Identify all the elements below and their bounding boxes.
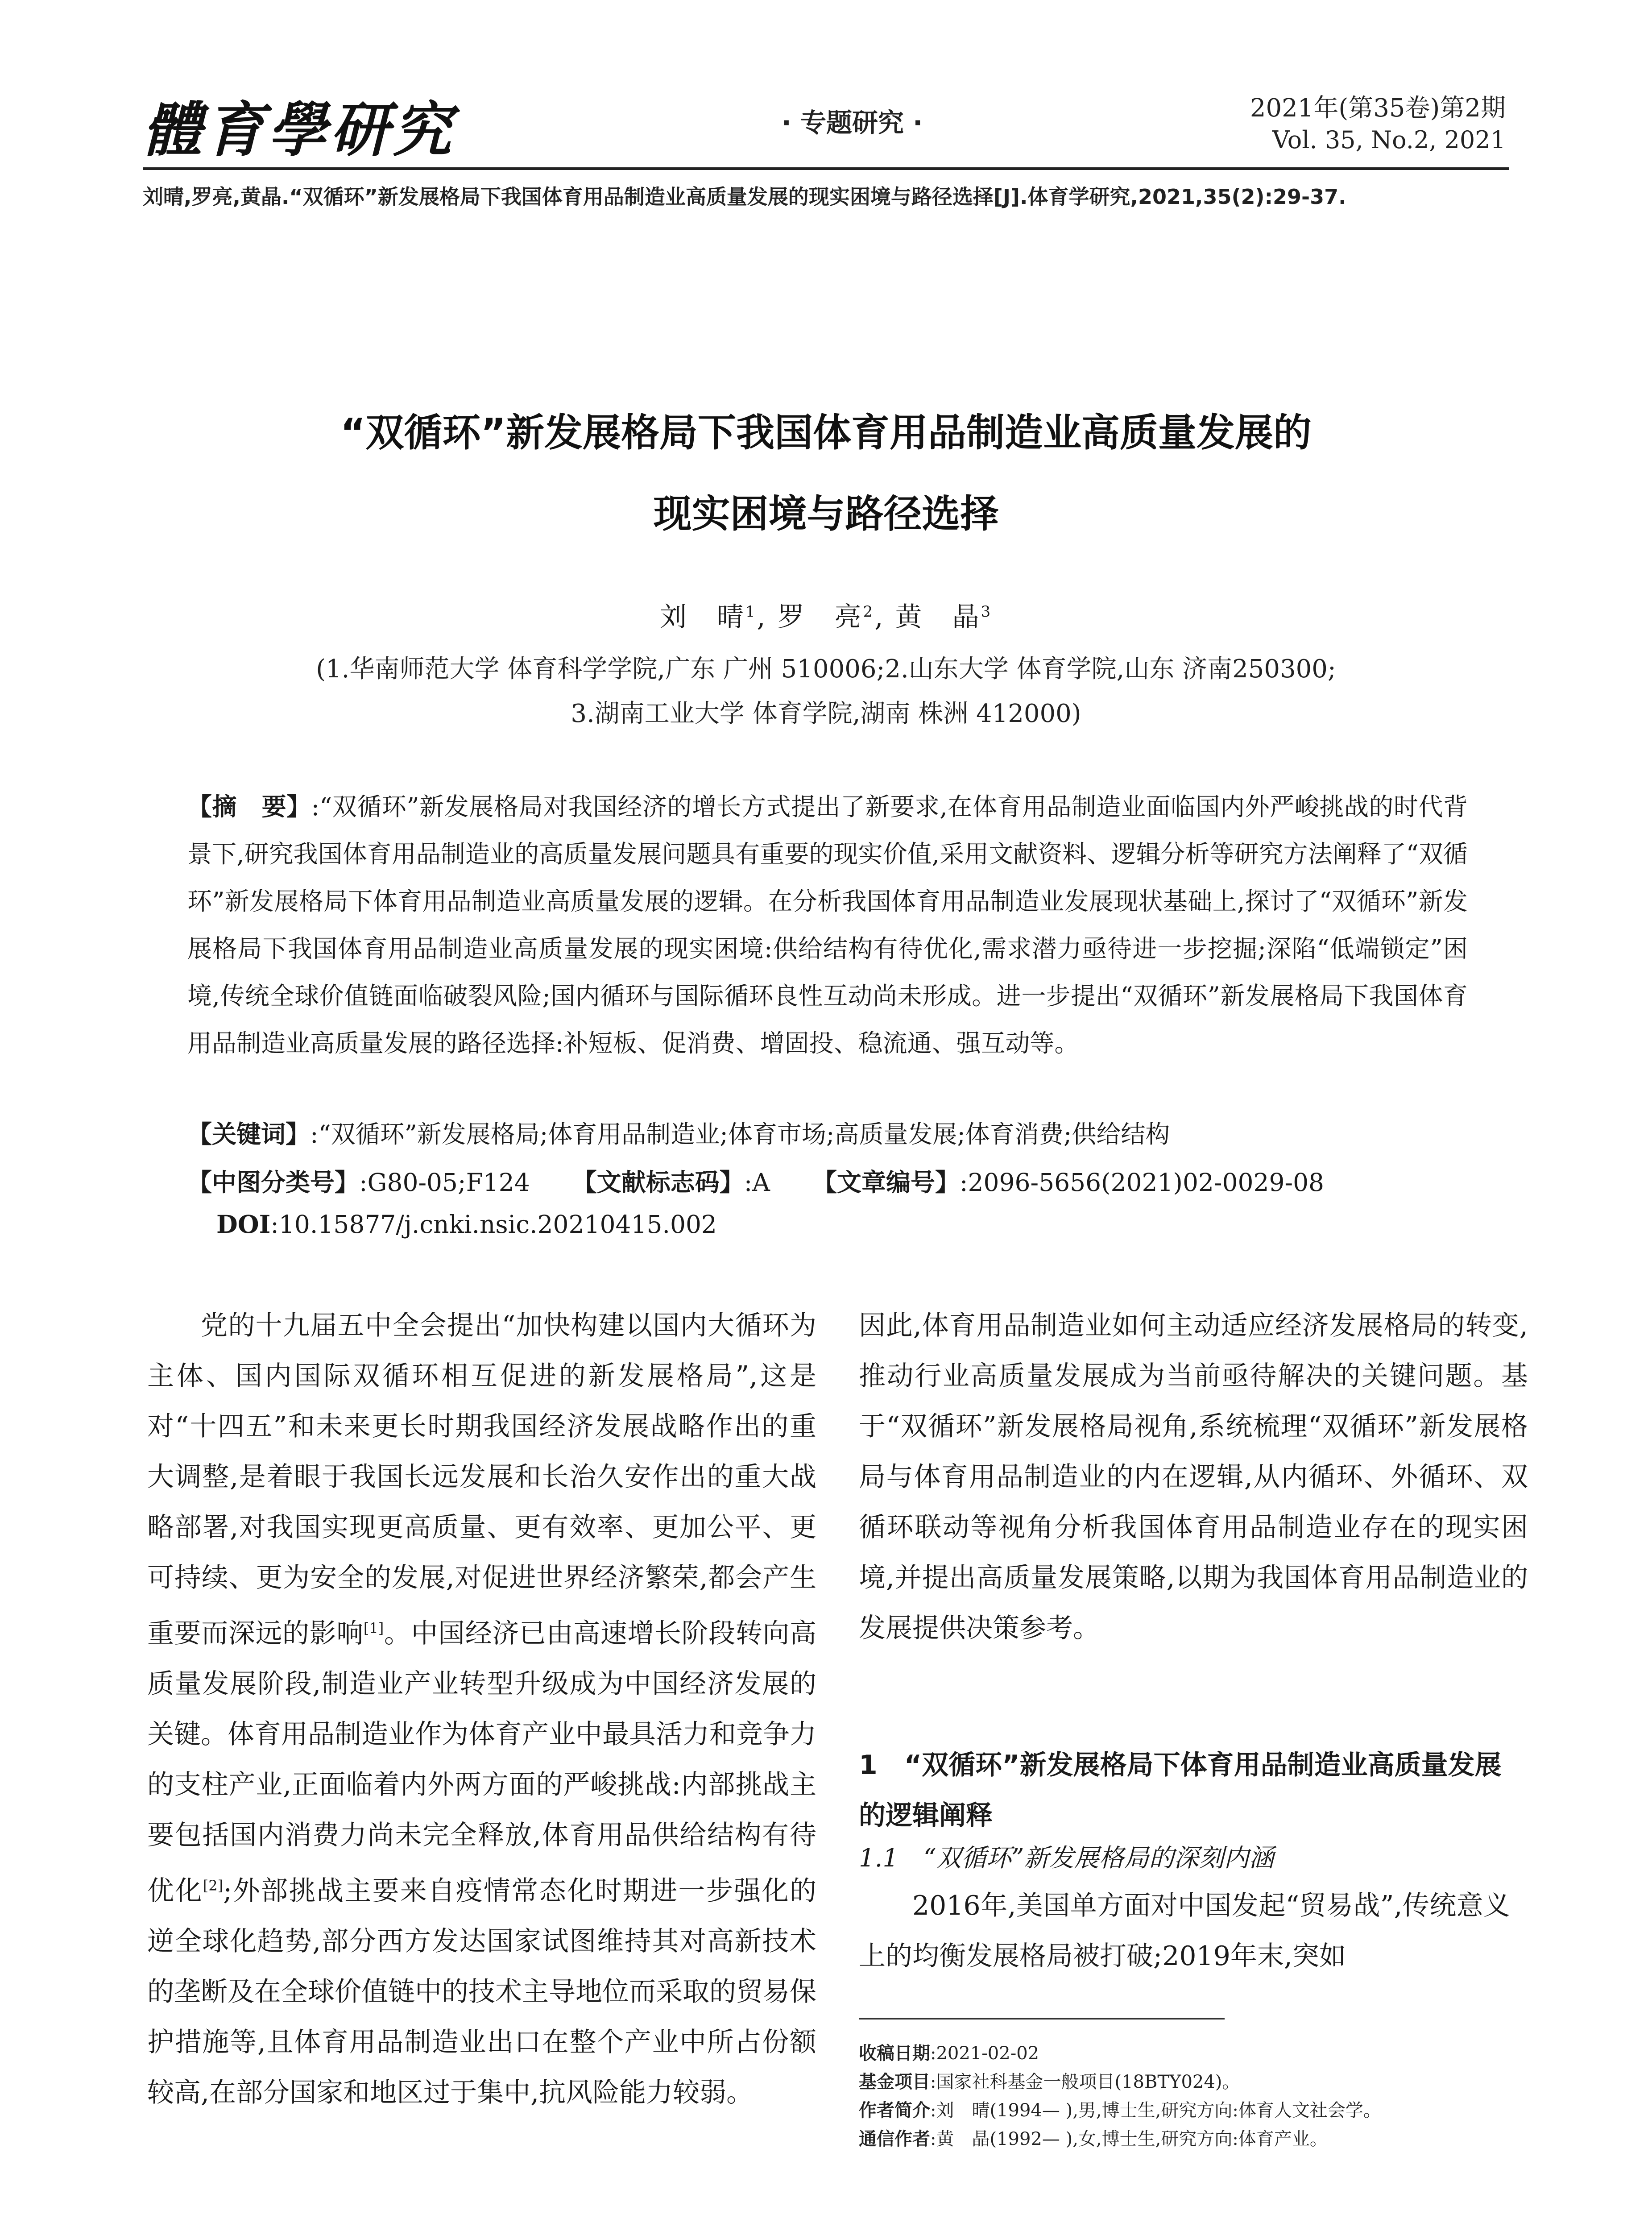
doi-label: DOI: [216, 1210, 271, 1239]
author-affil-mark: 1: [745, 603, 757, 621]
body-text: 党的十九届五中全会提出“加快构建以国内大循环为主体、国内国际双循环相互促进的新发展格局”,这是对“十四五”和未来更长时期我国经济发展战略作出的重大调整,是着眼于我国长远发展和长治久安作出的重大战略部署,对我国实现更高质量、更有效率、更加公平、更可持续、更为安全的发展,对促进世界经济繁荣,都会产生重要而深远的影响: [147, 1310, 816, 1649]
author-name: 刘 晴: [659, 601, 745, 633]
keywords-label: 【关键词】: [187, 1120, 311, 1149]
footnote-text: :刘 晴(1994— ),男,博士生,研究方向:体育人文社会学。: [930, 2100, 1381, 2121]
issue-info-en: Vol. 35, No.2, 2021: [1272, 126, 1506, 154]
footnote-label: 作者简介: [859, 2100, 930, 2121]
body-text: 。中国经济已由高速增长阶段转向高质量发展阶段,制造业产业转型升级成为中国经济发展的关键。体育用品制造业作为体育产业中最具活力和竞争力的支柱产业,正面临着内外两方面的严峻挑战:内部挑战主要包括国内消费力尚未完全释放,体育用品供给结构有待优化: [147, 1618, 816, 1907]
body-left-column: [147, 1301, 816, 2118]
keywords-text: :“双循环”新发展格局;体育用品制造业;体育市场;高质量发展;体育消费;供给结构: [310, 1120, 1170, 1149]
author-affil-mark: 2: [863, 603, 875, 621]
header-divider: [143, 167, 1509, 170]
footnote-author-bio: [859, 2096, 1510, 2125]
footnotes: [859, 2039, 1510, 2153]
author-name: 黄 晶: [895, 601, 981, 633]
issue-info-cn: 2021年(第35卷)第2期: [1250, 94, 1506, 123]
author-affil-mark: 3: [981, 603, 993, 621]
author-list: 刘 晴$^1$, 罗 亮$^2$, 黄 晶$^3$: [659, 601, 993, 633]
affiliation-line-1: (1.华南师范大学 体育科学学院,广东 广州 510006;2.山东大学 体育学院,山东 济南250300;: [316, 655, 1336, 684]
body-paragraph: 2016年,美国单方面对中国发起“贸易战”,传统意义上的均衡发展格局被打破;2019年末,突如: [859, 1890, 1510, 1972]
affiliation-line-2: 3.湖南工业大学 体育学院,湖南 株洲 412000): [571, 699, 1081, 728]
footnote-divider: [859, 2018, 1225, 2020]
abstract-label: 【摘 要】: [187, 792, 311, 821]
doc-code-label: 【文献标志码】: [572, 1168, 744, 1197]
section-heading: 1 “双循环”新发展格局下体育用品制造业高质量发展的逻辑阐释: [859, 1750, 1502, 1831]
doi-value: :10.15877/j.cnki.nsic.20210415.002: [270, 1210, 717, 1239]
keywords: [187, 1115, 1170, 1150]
article-title-line-1: “双循环”新发展格局下我国体育用品制造业高质量发展的: [340, 411, 1312, 455]
footnote-fund: [859, 2068, 1510, 2096]
footnote-corresponding: [859, 2125, 1510, 2153]
classification-line: [187, 1163, 1324, 1198]
reference-mark[interactable]: [2]: [203, 1877, 224, 1894]
journal-logo: 體育學研究: [143, 95, 455, 165]
footnote-label: 收稿日期: [859, 2043, 930, 2064]
clc-value: :G80-05;F124: [359, 1168, 530, 1197]
footnote-text: :国家社科基金一般项目(18BTY024)。: [930, 2072, 1240, 2092]
doi-line: [216, 1210, 717, 1239]
article-number-value: :2096-5656(2021)02-0029-08: [960, 1168, 1325, 1197]
author-name: 罗 亮: [777, 601, 863, 633]
reference-mark[interactable]: [1]: [363, 1620, 384, 1637]
footnote-text: :2021-02-02: [930, 2043, 1039, 2064]
body-right-column-cont: [859, 1881, 1510, 1982]
footnote-label: 基金项目: [859, 2072, 930, 2092]
doc-code-value: :A: [744, 1168, 770, 1197]
footnote-received: [859, 2039, 1510, 2068]
article-number-label: 【文章编号】: [812, 1168, 960, 1197]
citation-line: 刘晴,罗亮,黄晶.“双循环”新发展格局下我国体育用品制造业高质量发展的现实困境与路径选择[J].体育学研究,2021,35(2):29-37.: [143, 185, 1346, 209]
article-title-line-2: 现实困境与路径选择: [653, 492, 999, 536]
clc-label: 【中图分类号】: [187, 1168, 360, 1197]
footnote-label: 通信作者: [859, 2129, 930, 2149]
column-label: · 专题研究 ·: [781, 108, 923, 138]
body-right-column: [859, 1301, 1528, 1654]
footnote-text: :黄 晶(1992— ),女,博士生,研究方向:体育产业。: [930, 2129, 1328, 2149]
body-paragraph: [147, 1301, 816, 2118]
body-paragraph: 因此,体育用品制造业如何主动适应经济发展格局的转变,推动行业高质量发展成为当前亟待解决的关键问题。基于“双循环”新发展格局视角,系统梳理“双循环”新发展格局与体育用品制造业的内在逻辑,从内循环、外循环、双循环联动等视角分析我国体育用品制造业存在的现实困境,并提出高质量发展策略,以期为我国体育用品制造业的发展提供决策参考。: [859, 1310, 1528, 1644]
subsection-heading: 1.1 “双循环”新发展格局的深刻内涵: [859, 1844, 1274, 1873]
body-text: ;外部挑战主要来自疫情常态化时期进一步强化的逆全球化趋势,部分西方发达国家试图维持其对高新技术的垄断及在全球价值链中的技术主导地位而采取的贸易保护措施等,且体育用品制造业出口在整个产业中所占份额较高,在部分国家和地区过于集中,抗风险能力较弱。: [147, 1875, 817, 2108]
abstract: [187, 783, 1468, 1067]
abstract-text: :“双循环”新发展格局对我国经济的增长方式提出了新要求,在体育用品制造业面临国内外严峻挑战的时代背景下,研究我国体育用品制造业的高质量发展问题具有重要的现实价值,采用文献资料、逻辑分析等研究方法阐释了“双循环”新发展格局下体育用品制造业高质量发展的逻辑。在分析我国体育用品制造业发展现状基础上,探讨了“双循环”新发展格局下我国体育用品制造业高质量发展的现实困境:供给结构有待优化,需求潜力亟待进一步挖掘;深陷“低端锁定”困境,传统全球价值链面临破裂风险;国内循环与国际循环良性互动尚未形成。进一步提出“双循环”新发展格局下我国体育用品制造业高质量发展的路径选择:补短板、促消费、增固投、稳流通、强互动等。: [187, 792, 1468, 1057]
